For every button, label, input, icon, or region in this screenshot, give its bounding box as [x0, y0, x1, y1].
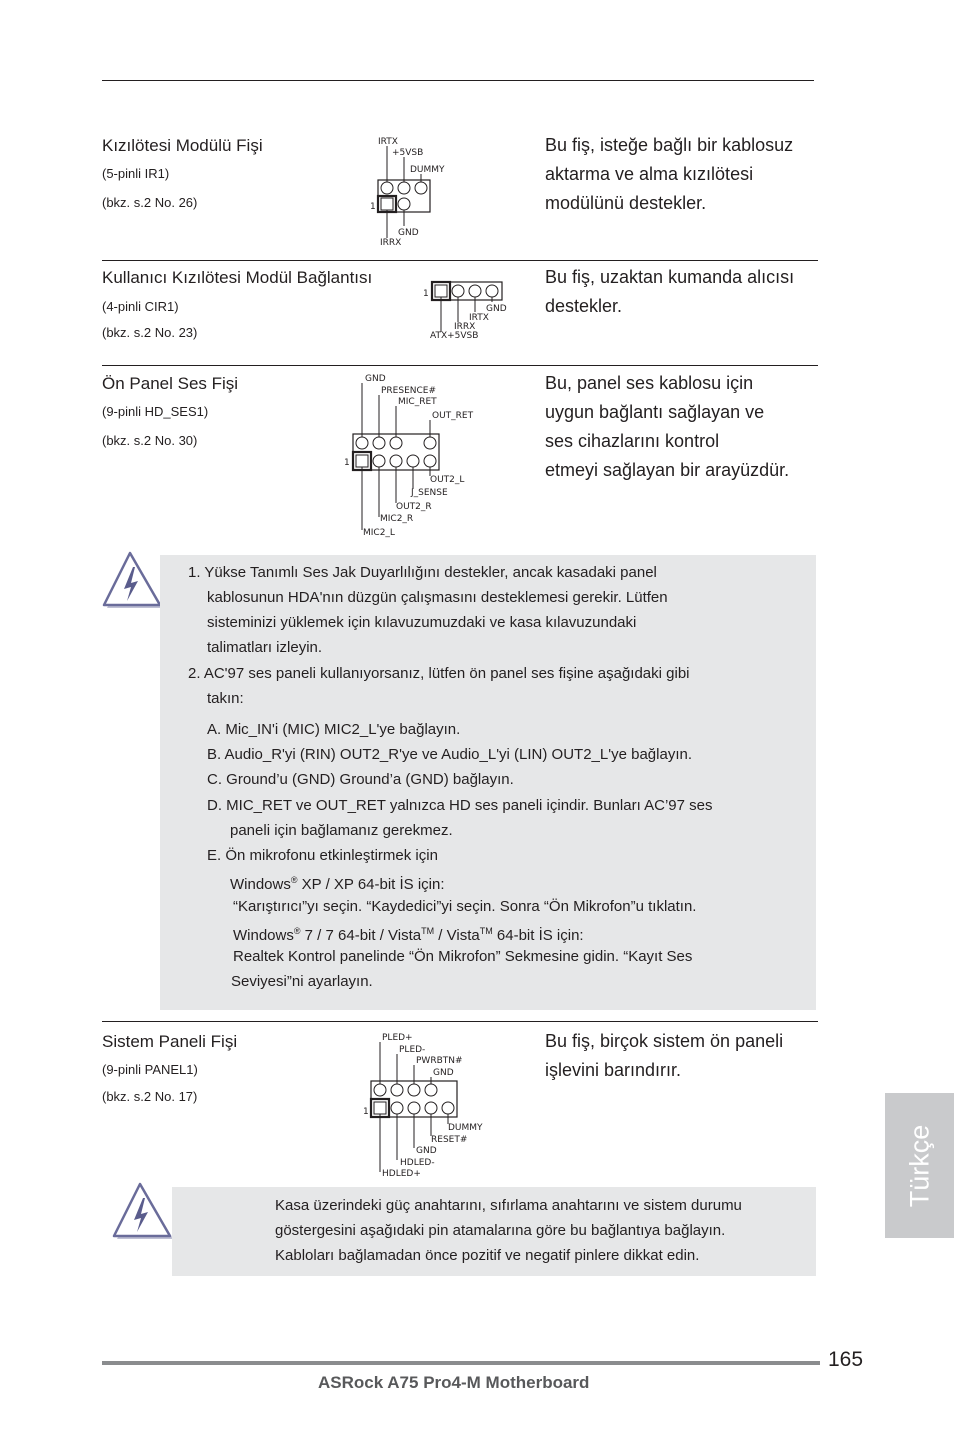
pin-label-pled-plus: PLED+ [382, 1033, 413, 1043]
desc-line: uygun bağlantı sağlayan ve [545, 402, 765, 422]
pin-one-marker: 1 [363, 1107, 369, 1117]
pin-label-pwrbtn: PWRBTN# [416, 1056, 463, 1066]
reference: (bkz. s.2 No. 23) [102, 325, 198, 340]
registered-mark: ® [290, 875, 298, 885]
note-line: D. MIC_RET ve OUT_RET yalnızca HD ses paneli içindir. Bunları AC’97 ses [207, 797, 713, 814]
section-divider [102, 365, 818, 366]
note-line: Realtek Kontrol panelinde “Ön Mikrofon” Sekmesine gidin. “Kayıt Ses [233, 948, 693, 965]
note-line: A. Mic_IN'i (MIC) MIC2_L'ye bağlayın. [207, 721, 461, 738]
pin-label-irtx: IRTX [378, 137, 398, 147]
note-line: E. Ön mikrofonu etkinleştirmek için [207, 847, 438, 864]
note-line: kablosunun HDA'nın düzgün çalışmasını desteklemesi gerekir. Lütfen [207, 589, 668, 606]
pin-label-hdled-minus: HDLED- [400, 1158, 435, 1168]
reference: (bkz. s.2 No. 17) [102, 1089, 198, 1104]
footer-bar [102, 1361, 820, 1365]
note-line: göstergesini aşağıdaki pin atamalarına göre bu bağlantıya bağlayın. [275, 1222, 726, 1239]
desc-line: Bu fiş, birçok sistem ön paneli [545, 1031, 784, 1051]
section-title: Ön Panel Ses Fişi [102, 374, 239, 393]
note-line: B. Audio_R'yi (RIN) OUT2_R'ye ve Audio_L'yi (LIN) OUT2_L'ye bağlayın. [207, 746, 692, 763]
section-description [545, 369, 789, 485]
note-line: paneli için bağlamanız gerekmez. [230, 822, 453, 839]
top-rule [102, 80, 814, 81]
trademark-mark: TM [421, 926, 435, 936]
pin-info: (9-pinli HD_SES1) [102, 404, 209, 419]
section-title: Kızılötesi Modülü Fişi [102, 136, 263, 155]
desc-line: ses cihazlarını kontrol [545, 431, 720, 451]
note-line: talimatları izleyin. [207, 639, 323, 656]
reference: (bkz. s.2 No. 30) [102, 433, 198, 448]
text: 7 / 7 64-bit / Vista [300, 927, 422, 944]
pin-label-atx5vsb: ATX+5VSB [430, 331, 479, 341]
warning-icon [112, 1180, 174, 1242]
pin-label-gnd: GND [433, 1068, 454, 1078]
pin-label-pled-minus: PLED- [399, 1045, 426, 1055]
section-divider [102, 1021, 818, 1022]
note-line: 2. AC'97 ses paneli kullanıyorsanız, lütfen ön panel ses fişine aşağıdaki gibi [188, 665, 690, 682]
note-line: 1. Yükse Tanımlı Ses Jak Duyarlılığını destekler, ancak kasadaki panel [188, 564, 657, 581]
warning-icon [102, 549, 164, 611]
note-line-windows-xp [230, 868, 445, 897]
pin-one-marker: 1 [370, 202, 376, 212]
pin-label-mic-ret: MIC_RET [398, 397, 437, 407]
desc-line: aktarma ve alma kızılötesi [545, 164, 754, 184]
pin-info: (4-pinli CIR1) [102, 299, 179, 314]
page-number: 165 [828, 1348, 864, 1371]
desc-line: işlevini barındırır. [545, 1060, 682, 1080]
note-line: “Karıştırıcı”yı seçin. “Kaydedici”yi seçin. Sonra “Ön Mikrofon”u tıklatın. [233, 898, 697, 915]
pin-one-marker: 1 [344, 458, 350, 468]
desc-line: Bu fiş, uzaktan kumanda alıcısı [545, 267, 795, 287]
desc-line: modülünü destekler. [545, 193, 707, 213]
pin-label-gnd: GND [416, 1146, 437, 1156]
pin-one-marker: 1 [423, 289, 429, 299]
pin-info: (5-pinli IR1) [102, 166, 170, 181]
section-description [545, 131, 793, 218]
section-description [545, 263, 794, 321]
text: 64-bit İS için: [492, 927, 584, 944]
text: Windows [233, 927, 294, 944]
pin-label-irtx: IRTX [469, 313, 489, 323]
pin-label-mic2-r: MIC2_R [380, 514, 414, 524]
section-description [545, 1027, 783, 1085]
pin-label-hdled-plus: HDLED+ [382, 1169, 421, 1179]
pin-label-dummy: DUMMY [448, 1123, 483, 1133]
pin-label-irrx: IRRX [454, 322, 476, 332]
hd-audio-pin-diagram [340, 370, 490, 542]
pin-label-out2-l: OUT2_L [430, 475, 465, 485]
footer-title: ASRock A75 Pro4-M Motherboard [318, 1373, 590, 1392]
pin-label-dummy: DUMMY [410, 165, 445, 175]
pin-label-gnd: GND [486, 304, 507, 314]
text: / Vista [434, 927, 480, 944]
pin-label-j-sense: J_SENSE [411, 488, 448, 498]
pin-label-out2-r: OUT2_R [396, 502, 432, 512]
trademark-mark: TM [479, 926, 493, 936]
pin-label-gnd: GND [365, 374, 386, 384]
section-title: Sistem Paneli Fişi [102, 1032, 238, 1051]
note-line: Kabloları bağlamadan önce pozitif ve negatif pinlere dikkat edin. [275, 1247, 700, 1264]
text: Windows [230, 876, 291, 893]
desc-line: etmeyi sağlayan bir arayüzdür. [545, 460, 790, 480]
pin-label-gnd: GND [398, 228, 419, 238]
registered-mark: ® [293, 926, 301, 936]
language-tab-label: Türkçe [904, 1124, 934, 1207]
pin-label-reset: RESET# [431, 1135, 468, 1145]
desc-line: destekler. [545, 296, 623, 316]
note-line: C. Ground’u (GND) Ground’a (GND) bağlayın. [207, 771, 514, 788]
pin-label-mic2-l: MIC2_L [363, 528, 395, 538]
desc-line: Bu, panel ses kablosu için [545, 373, 754, 393]
text: XP / XP 64-bit İS için: [297, 876, 445, 893]
cir1-pin-diagram [420, 276, 520, 344]
language-tab [885, 1093, 954, 1238]
note-line: sisteminizi yüklemek için kılavuzumuzdaki ve kasa kılavuzundaki [207, 614, 637, 631]
pin-info: (9-pinli PANEL1) [102, 1062, 198, 1077]
panel1-pin-diagram [360, 1028, 500, 1180]
reference: (bkz. s.2 No. 26) [102, 195, 198, 210]
pin-label-5vsb: +5VSB [392, 148, 424, 158]
pin-label-out-ret: OUT_RET [432, 411, 474, 421]
section-title: Kullanıcı Kızılötesi Modül Bağlantısı [102, 268, 373, 287]
desc-line: Bu fiş, isteğe bağlı bir kablosuz [545, 135, 794, 155]
ir1-pin-diagram [366, 134, 466, 250]
pin-label-presence: PRESENCE# [381, 386, 437, 396]
note-line: Kasa üzerindeki güç anahtarını, sıfırlama anahtarını ve sistem durumu [275, 1197, 742, 1214]
note-line: takın: [207, 690, 244, 707]
pin-label-irrx: IRRX [380, 238, 402, 248]
note-line: Seviyesi”ni ayarlayın. [231, 973, 373, 990]
section-divider [102, 260, 818, 261]
